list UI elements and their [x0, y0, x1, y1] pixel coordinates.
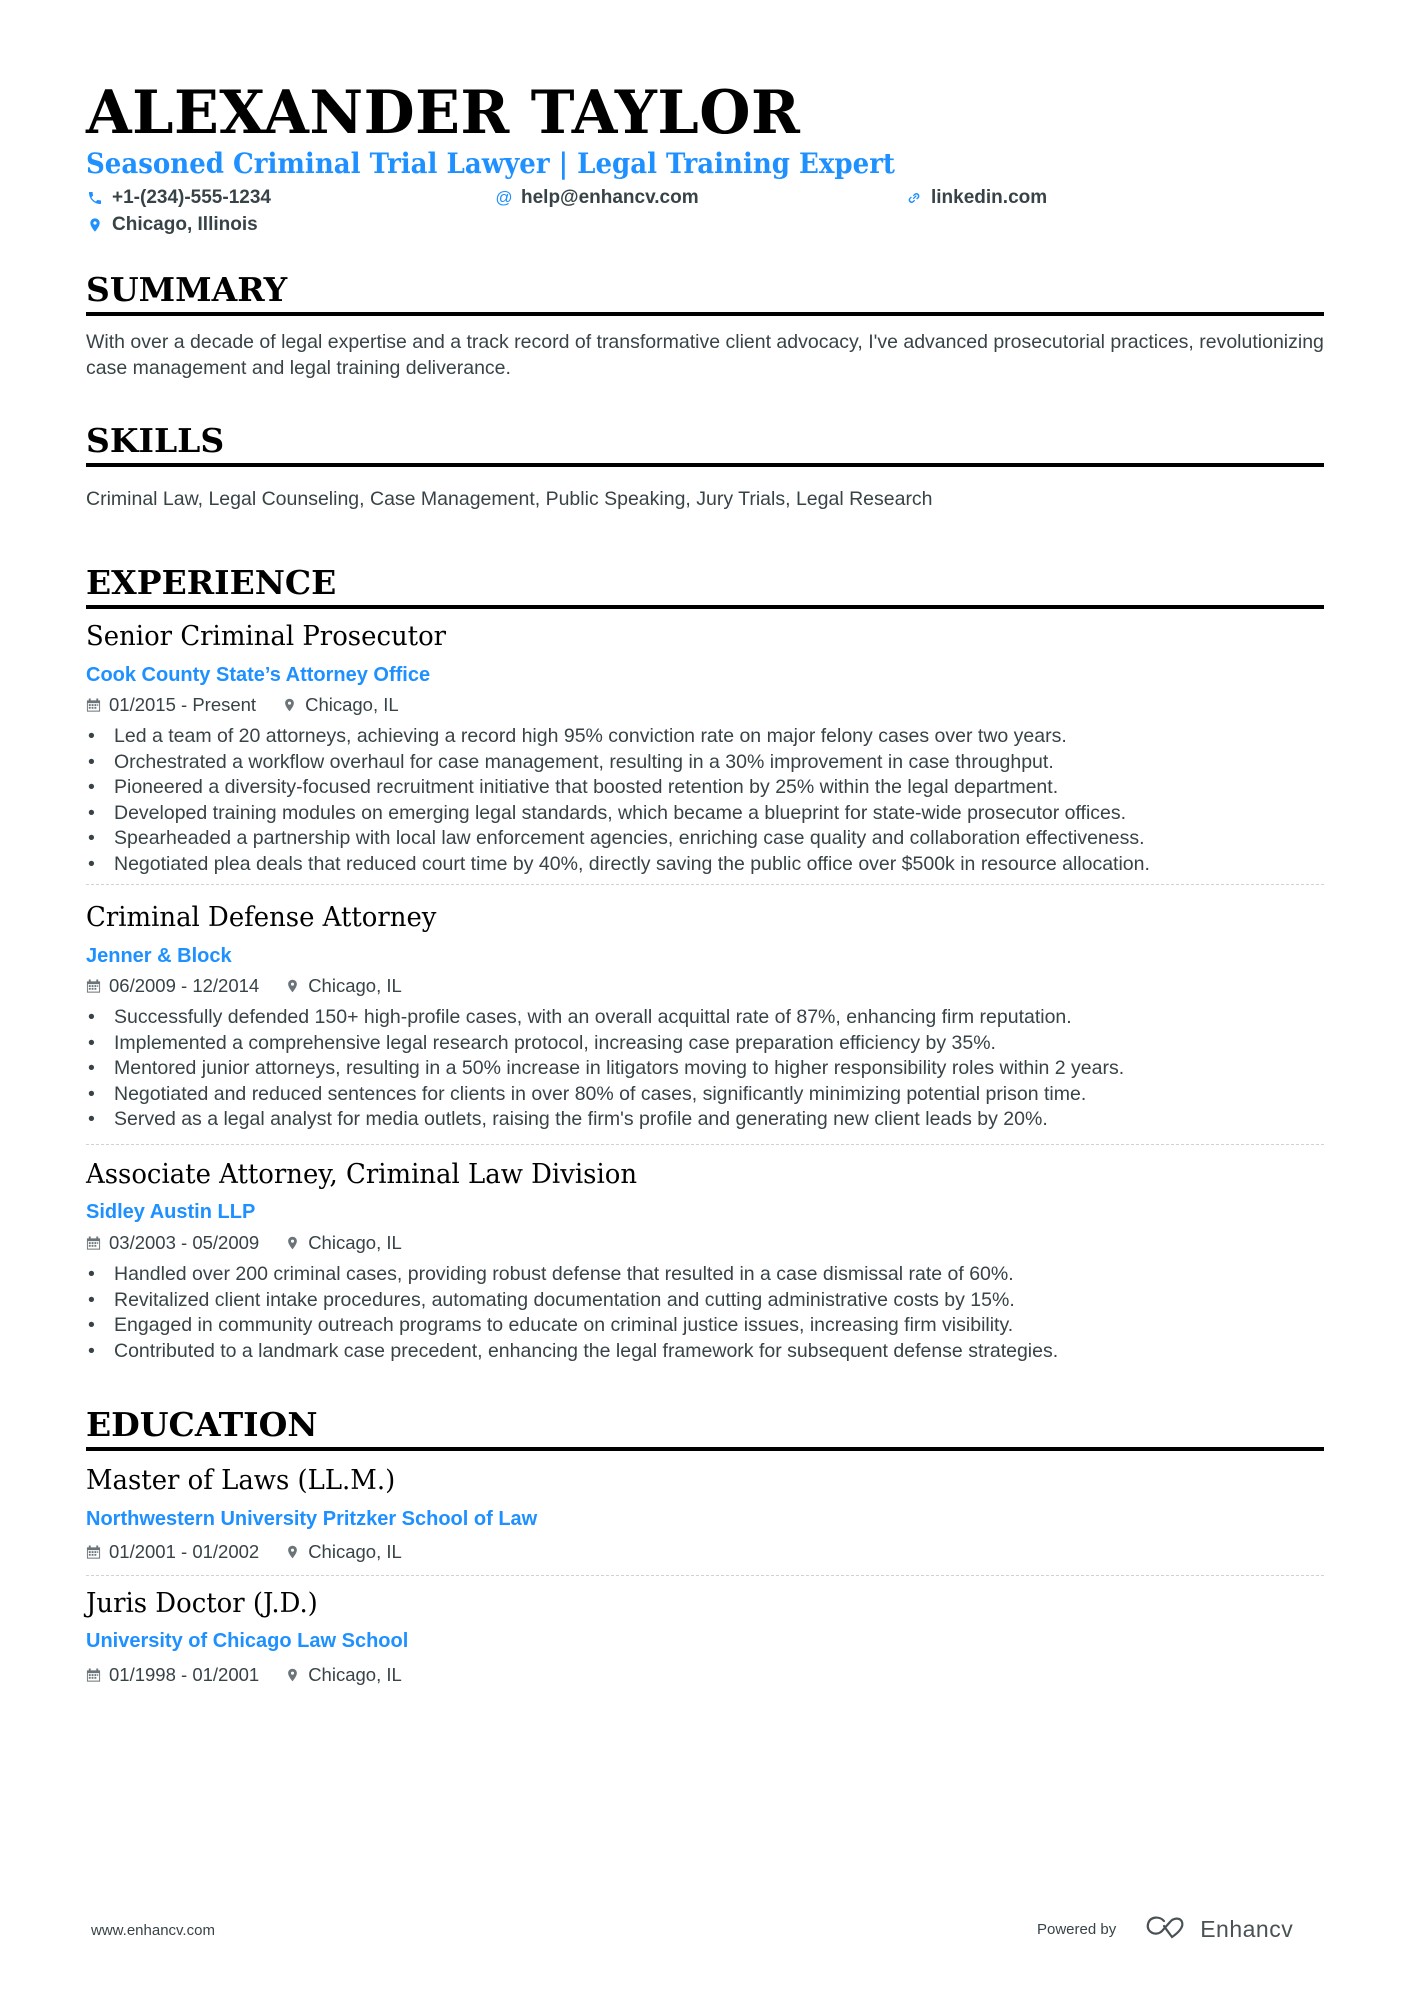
job-bullets [86, 724, 1324, 878]
education-dates: 01/2001 - 01/2002 [109, 1541, 260, 1562]
phone-icon [86, 189, 104, 207]
candidate-name: ALEXANDER TAYLOR [86, 78, 801, 148]
list-item: • Handled over 200 criminal cases, providing robust defense that resulted in a case dismissal rate of 60%. [88, 1263, 1014, 1285]
job-meta [86, 1231, 402, 1255]
job-bullets [86, 1262, 1324, 1364]
footer-branding[interactable] [1037, 1914, 1293, 1945]
location-text: Chicago, Illinois [112, 214, 258, 235]
job-title: Associate Attorney, Criminal Law Division [86, 1159, 638, 1190]
calendar-icon [86, 978, 101, 994]
job-bullets [86, 1005, 1324, 1133]
map-pin-icon [285, 1667, 300, 1683]
job-location: Chicago, IL [308, 975, 402, 996]
job-dates: 03/2003 - 05/2009 [109, 1232, 260, 1253]
skills-text: Criminal Law, Legal Counseling, Case Management, Public Speaking, Jury Trials, Legal Research [86, 488, 933, 510]
candidate-headline: Seasoned Criminal Trial Lawyer | Legal Training Expert [86, 147, 895, 180]
calendar-icon [86, 1235, 101, 1251]
list-item: • Mentored junior attorneys, resulting in a 50% increase in litigators moving to higher responsibility roles within 2 years. [88, 1057, 1125, 1080]
list-item: • Successfully defended 150+ high-profile cases, with an overall acquittal rate of 87%, enhancing firm reputation. [88, 1006, 1072, 1028]
job-title: Criminal Defense Attorney [86, 902, 437, 933]
entry-divider [86, 1144, 1324, 1145]
list-item: • Spearheaded a partnership with local law enforcement agencies, enriching case quality and collaboration effectiveness. [88, 827, 1145, 850]
list-item: • Contributed to a landmark case precedent, enhancing the legal framework for subsequent defense strategies. [88, 1339, 1059, 1362]
map-pin-icon [285, 978, 300, 994]
email-text: help@enhancv.com [521, 187, 699, 208]
job-meta [86, 693, 399, 717]
link-icon [905, 189, 923, 207]
enhancv-logo-icon [1144, 1914, 1190, 1945]
calendar-icon [86, 697, 101, 713]
list-item: • Negotiated and reduced sentences for clients in over 80% of cases, significantly minimizing potential prison time. [88, 1082, 1087, 1105]
calendar-icon [86, 1544, 101, 1560]
map-pin-icon [285, 1235, 300, 1251]
school-name[interactable]: University of Chicago Law School [86, 1630, 409, 1652]
education-meta [86, 1540, 402, 1564]
list-item: • Orchestrated a workflow overhaul for case management, resulting in a 30% improvement in case throughput. [88, 750, 1054, 773]
list-item: • Served as a legal analyst for media outlets, raising the firm's profile and generating new client leads by 20%. [88, 1108, 1048, 1131]
contact-linkedin[interactable] [905, 186, 1047, 210]
calendar-icon [86, 1667, 101, 1683]
job-company[interactable]: Jenner & Block [86, 945, 232, 967]
contact-phone[interactable] [86, 186, 271, 210]
education-location: Chicago, IL [308, 1541, 402, 1562]
powered-by-label: Powered by [1037, 1921, 1117, 1938]
job-company[interactable]: Sidley Austin LLP [86, 1201, 256, 1223]
job-location: Chicago, IL [308, 1232, 402, 1253]
education-location: Chicago, IL [308, 1664, 402, 1685]
summary-text: With over a decade of legal expertise and a track record of transformative client advocacy, I've advanced prosecutorial practices, revolutionizing case management and legal training deliverance. [86, 331, 1324, 379]
job-title: Senior Criminal Prosecutor [86, 621, 447, 652]
contact-location [86, 213, 258, 237]
phone-text: +1-(234)-555-1234 [112, 187, 271, 208]
list-item: • Implemented a comprehensive legal research protocol, increasing case preparation efficiency by 35%. [88, 1031, 996, 1054]
degree-title: Master of Laws (LL.M.) [86, 1465, 396, 1496]
map-pin-icon [285, 1544, 300, 1560]
summary-heading: SUMMARY [86, 270, 1324, 316]
map-pin-icon [86, 216, 104, 234]
brand-name: Enhancv [1200, 1916, 1294, 1942]
list-item: • Negotiated plea deals that reduced court time by 40%, directly saving the public office over $500k in resource allocation. [88, 852, 1150, 875]
education-dates: 01/1998 - 01/2001 [109, 1664, 260, 1685]
entry-divider [86, 884, 1324, 885]
list-item: • Revitalized client intake procedures, automating documentation and cutting administrative costs by 15%. [88, 1288, 1015, 1311]
map-pin-icon [282, 697, 297, 713]
education-heading: EDUCATION [86, 1405, 1324, 1451]
experience-heading: EXPERIENCE [86, 563, 1324, 609]
list-item: • Developed training modules on emerging legal standards, which became a blueprint for state-wide prosecutor offices. [88, 801, 1127, 824]
entry-divider [86, 1575, 1324, 1576]
job-dates: 06/2009 - 12/2014 [109, 975, 260, 996]
job-meta [86, 974, 402, 998]
school-name[interactable]: Northwestern University Pritzker School of Law [86, 1508, 538, 1530]
job-location: Chicago, IL [305, 694, 399, 715]
education-meta [86, 1663, 402, 1687]
contact-email[interactable] [495, 186, 699, 210]
skills-heading: SKILLS [86, 421, 1324, 467]
linkedin-text: linkedin.com [931, 187, 1048, 208]
at-icon: @ [495, 188, 513, 207]
list-item: • Led a team of 20 attorneys, achieving a record high 95% conviction rate on major felony cases over two years. [88, 725, 1067, 747]
job-dates: 01/2015 - Present [109, 694, 257, 715]
list-item: • Engaged in community outreach programs to educate on criminal justice issues, increasing firm visibility. [88, 1314, 1014, 1337]
footer-website-link[interactable]: www.enhancv.com [91, 1922, 215, 1939]
list-item: • Pioneered a diversity-focused recruitment initiative that boosted retention by 25% within the legal department. [88, 776, 1059, 799]
job-company[interactable]: Cook County State’s Attorney Office [86, 664, 431, 686]
degree-title: Juris Doctor (J.D.) [86, 1588, 318, 1619]
